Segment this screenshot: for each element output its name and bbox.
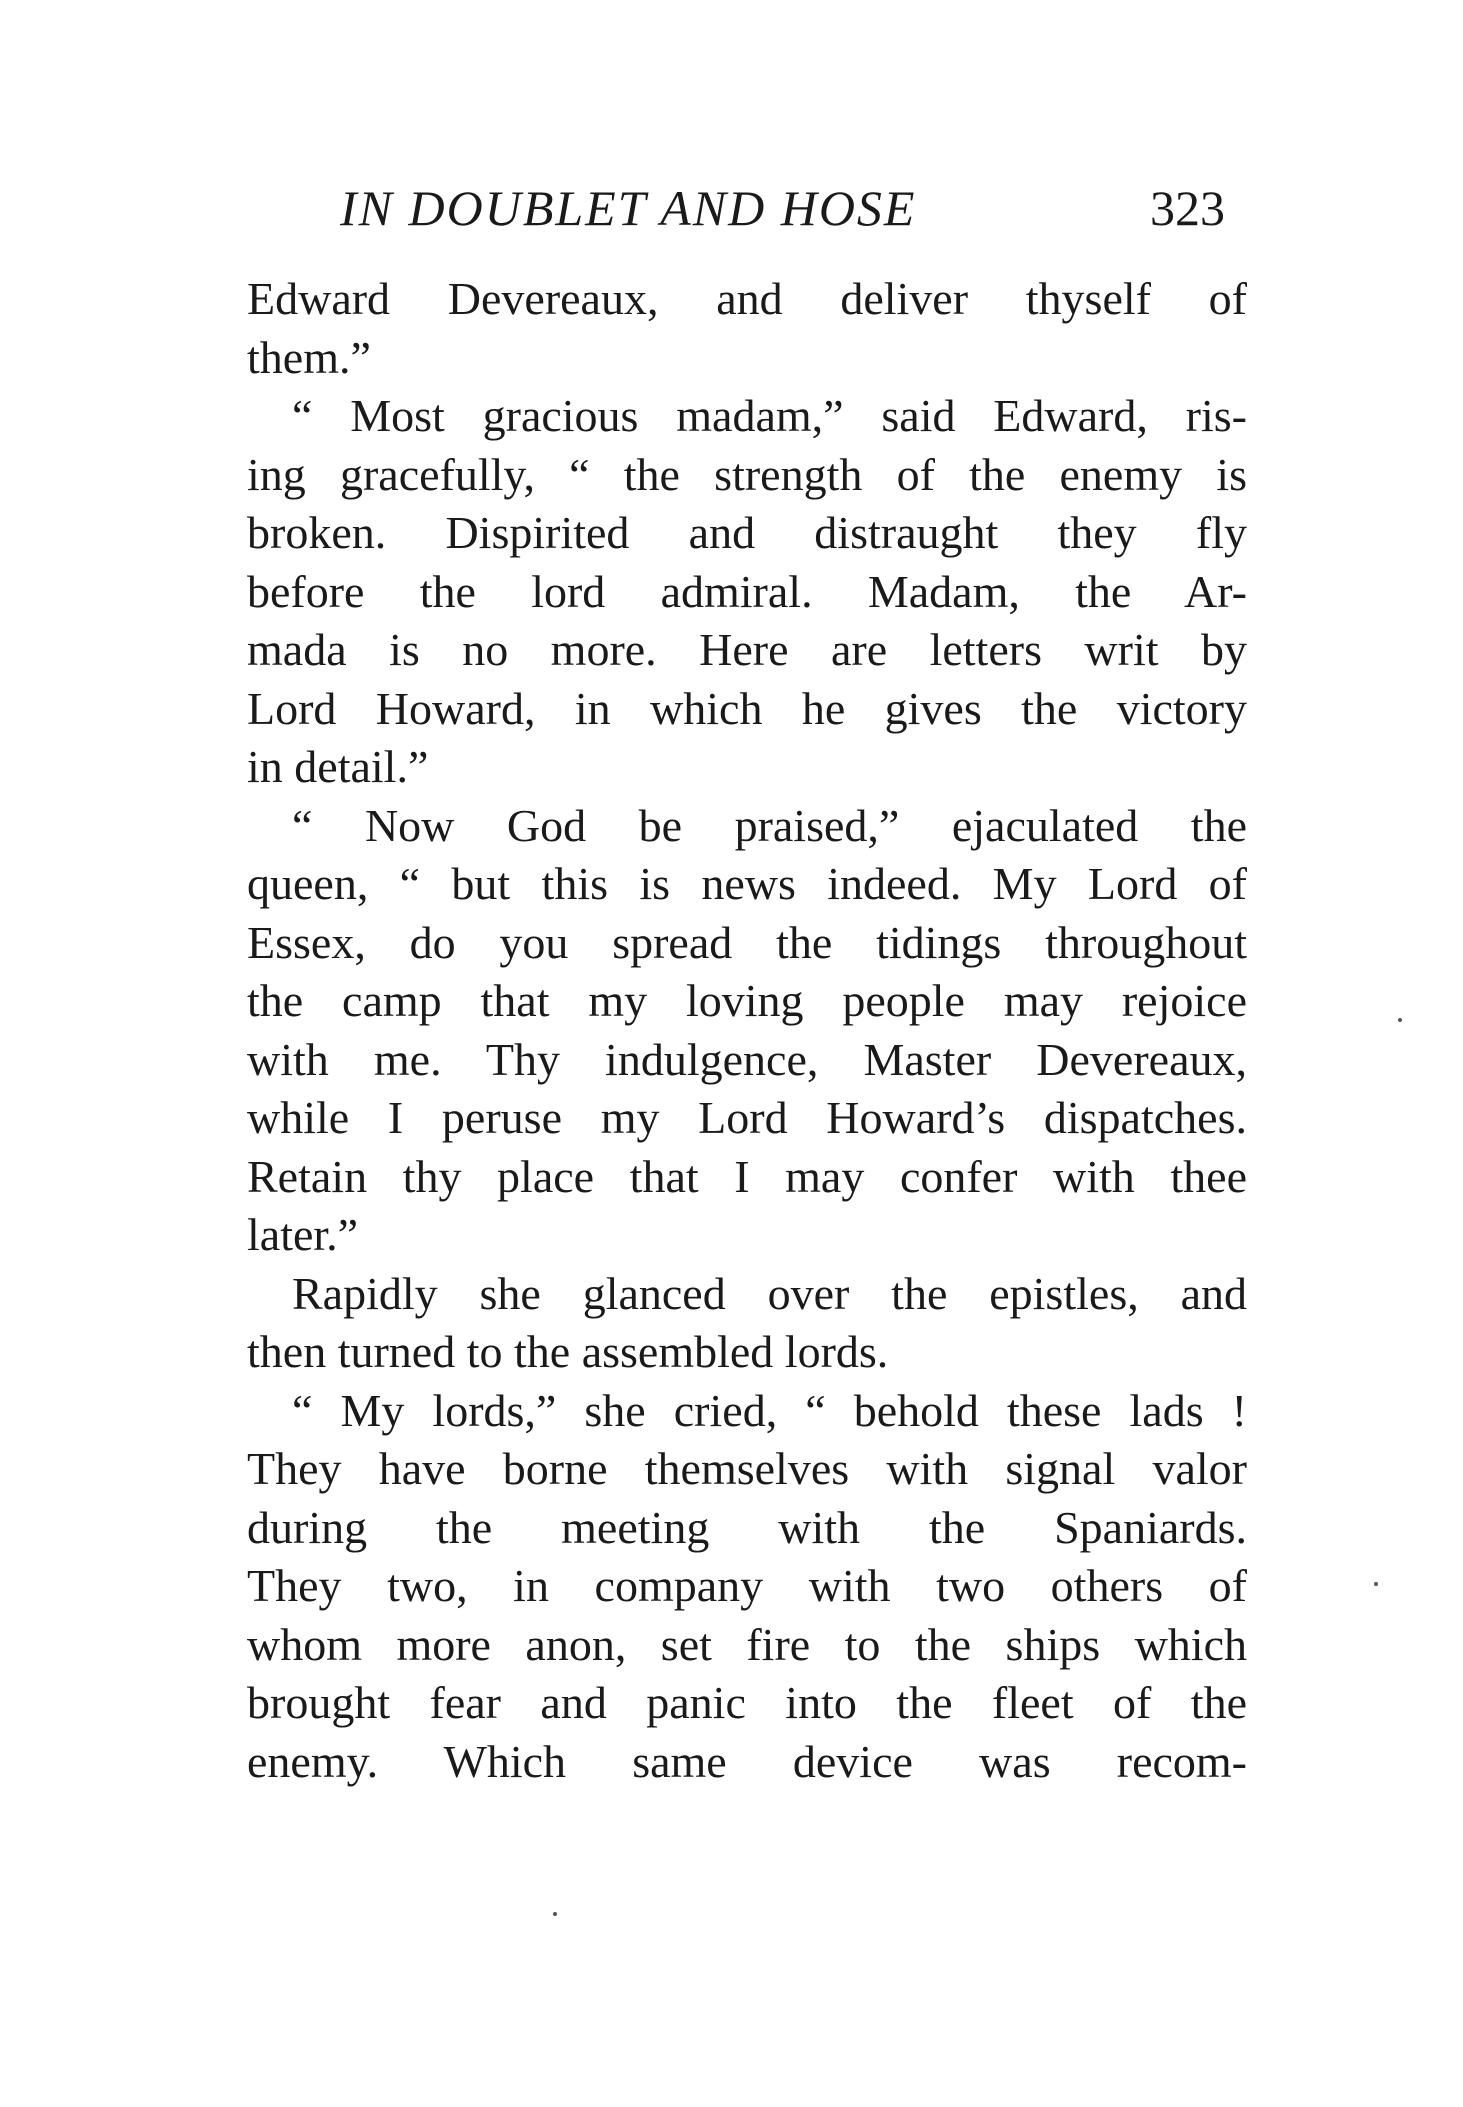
text-line: ing gracefully, “ the strength of the enemy is bbox=[247, 448, 1247, 500]
text-line: in detail.” bbox=[247, 741, 429, 792]
text-line: They have borne themselves with signal valor bbox=[247, 1443, 1247, 1494]
text-line: with me. Thy indulgence, Master Devereaux, bbox=[247, 1033, 1247, 1085]
page-number: 323 bbox=[1150, 180, 1225, 236]
text-line: while I peruse my Lord Howard’s dispatches. bbox=[247, 1092, 1247, 1143]
text-line: during the meeting with the Spaniards. bbox=[247, 1501, 1247, 1553]
text-line: queen, “ but this is news indeed. My Lord of bbox=[247, 858, 1247, 909]
paper-speck bbox=[1398, 1018, 1402, 1022]
text-line: Essex, do you spread the tidings throughout bbox=[247, 916, 1247, 968]
text-line: mada is no more. Here are letters writ by bbox=[247, 624, 1247, 675]
text-line: Edward Devereaux, and deliver thyself of bbox=[247, 273, 1247, 324]
text-line: “ My lords,” she cried, “ behold these lads ! bbox=[292, 1384, 1247, 1436]
text-line: then turned to the assembled lords. bbox=[247, 1326, 889, 1377]
text-line: They two, in company with two others of bbox=[247, 1560, 1247, 1611]
text-line: enemy. Which same device was recom- bbox=[247, 1735, 1247, 1787]
text-line: them.” bbox=[247, 331, 371, 383]
text-line: “ Most gracious madam,” said Edward, ris- bbox=[292, 390, 1247, 441]
text-line: whom more anon, set fire to the ships which bbox=[247, 1618, 1247, 1670]
text-line: “ Now God be praised,” ejaculated the bbox=[292, 799, 1247, 851]
body-text bbox=[247, 270, 1247, 1791]
text-line: the camp that my loving people may rejoice bbox=[247, 975, 1247, 1026]
text-line: before the lord admiral. Madam, the Ar- bbox=[247, 565, 1247, 617]
text-line: Retain thy place that I may confer with thee bbox=[247, 1150, 1247, 1202]
text-line: broken. Dispirited and distraught they fly bbox=[247, 507, 1247, 558]
text-line: Rapidly she glanced over the epistles, and bbox=[292, 1267, 1247, 1319]
text-line: Lord Howard, in which he gives the victory bbox=[247, 682, 1247, 734]
running-title: IN DOUBLET AND HOSE bbox=[340, 180, 917, 236]
page-header bbox=[340, 172, 1300, 244]
paper-speck bbox=[553, 1912, 557, 1916]
text-line: later.” bbox=[247, 1209, 359, 1260]
paper-speck bbox=[1374, 1582, 1378, 1586]
text-line: brought fear and panic into the fleet of the bbox=[247, 1677, 1247, 1728]
